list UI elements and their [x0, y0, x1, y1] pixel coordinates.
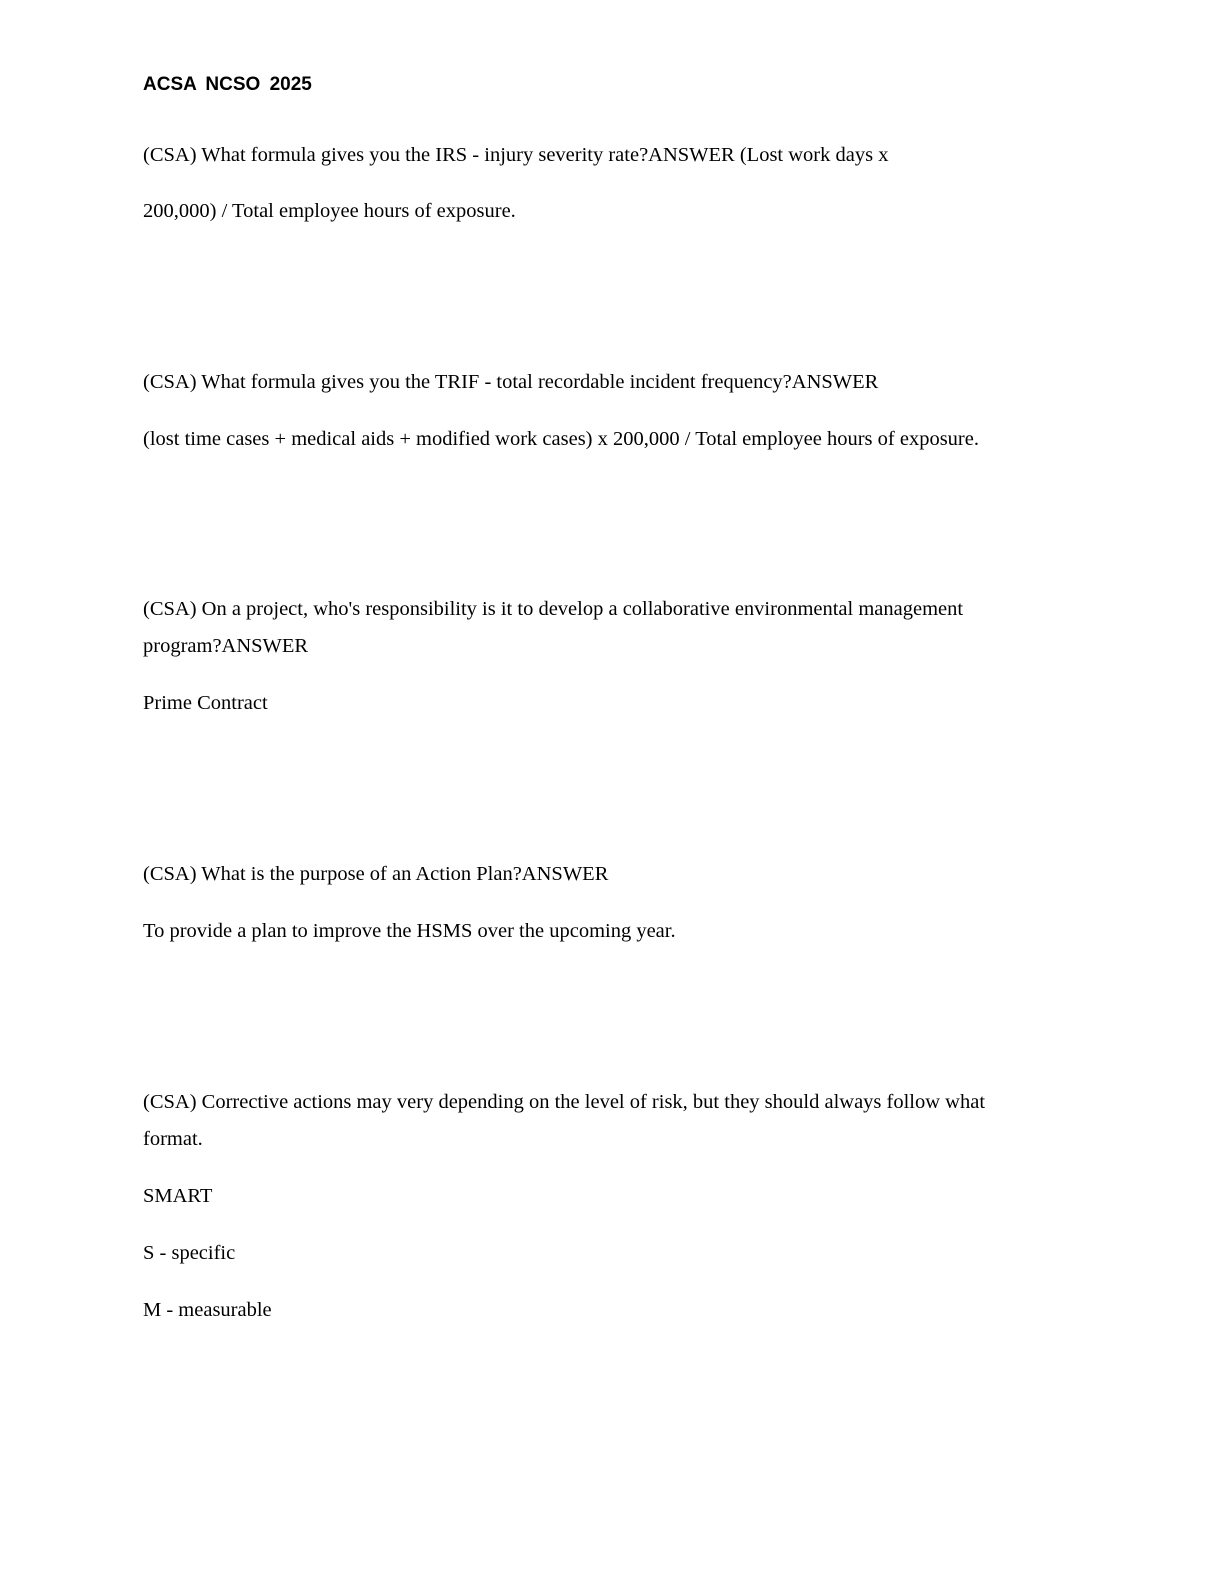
- qa-5-answer-line-3: M - measurable: [143, 1299, 272, 1321]
- document-header-title: ACSA NCSO 2025: [143, 74, 312, 95]
- qa-5-answer-line-2: S - specific: [143, 1242, 236, 1264]
- qa-3-question-line-2: program?ANSWER: [143, 635, 309, 657]
- qa-5-answer-line-1: SMART: [143, 1185, 213, 1207]
- qa-3-question-line-1: (CSA) On a project, who's responsibility is it to develop a collaborative environmental management: [143, 598, 964, 620]
- qa-5-question-line-1: (CSA) Corrective actions may very depending on the level of risk, but they should always follow what: [143, 1091, 986, 1113]
- qa-4-answer-line-1: To provide a plan to improve the HSMS over the upcoming year.: [143, 920, 676, 942]
- qa-2-question-line-1: (CSA) What formula gives you the TRIF - total recordable incident frequency?ANSWER: [143, 371, 879, 393]
- qa-3-answer-line-1: Prime Contract: [143, 692, 268, 714]
- qa-2-question-line-2: (lost time cases + medical aids + modified work cases) x 200,000 / Total employee hours of exposure.: [143, 428, 979, 450]
- qa-1-question-line-2: 200,000) / Total employee hours of exposure.: [143, 200, 516, 222]
- qa-1-question-line-1: (CSA) What formula gives you the IRS - injury severity rate?ANSWER (Lost work days x: [143, 144, 889, 166]
- qa-5-question-line-2: format.: [143, 1128, 203, 1150]
- qa-4-question-line-1: (CSA) What is the purpose of an Action Plan?ANSWER: [143, 863, 609, 885]
